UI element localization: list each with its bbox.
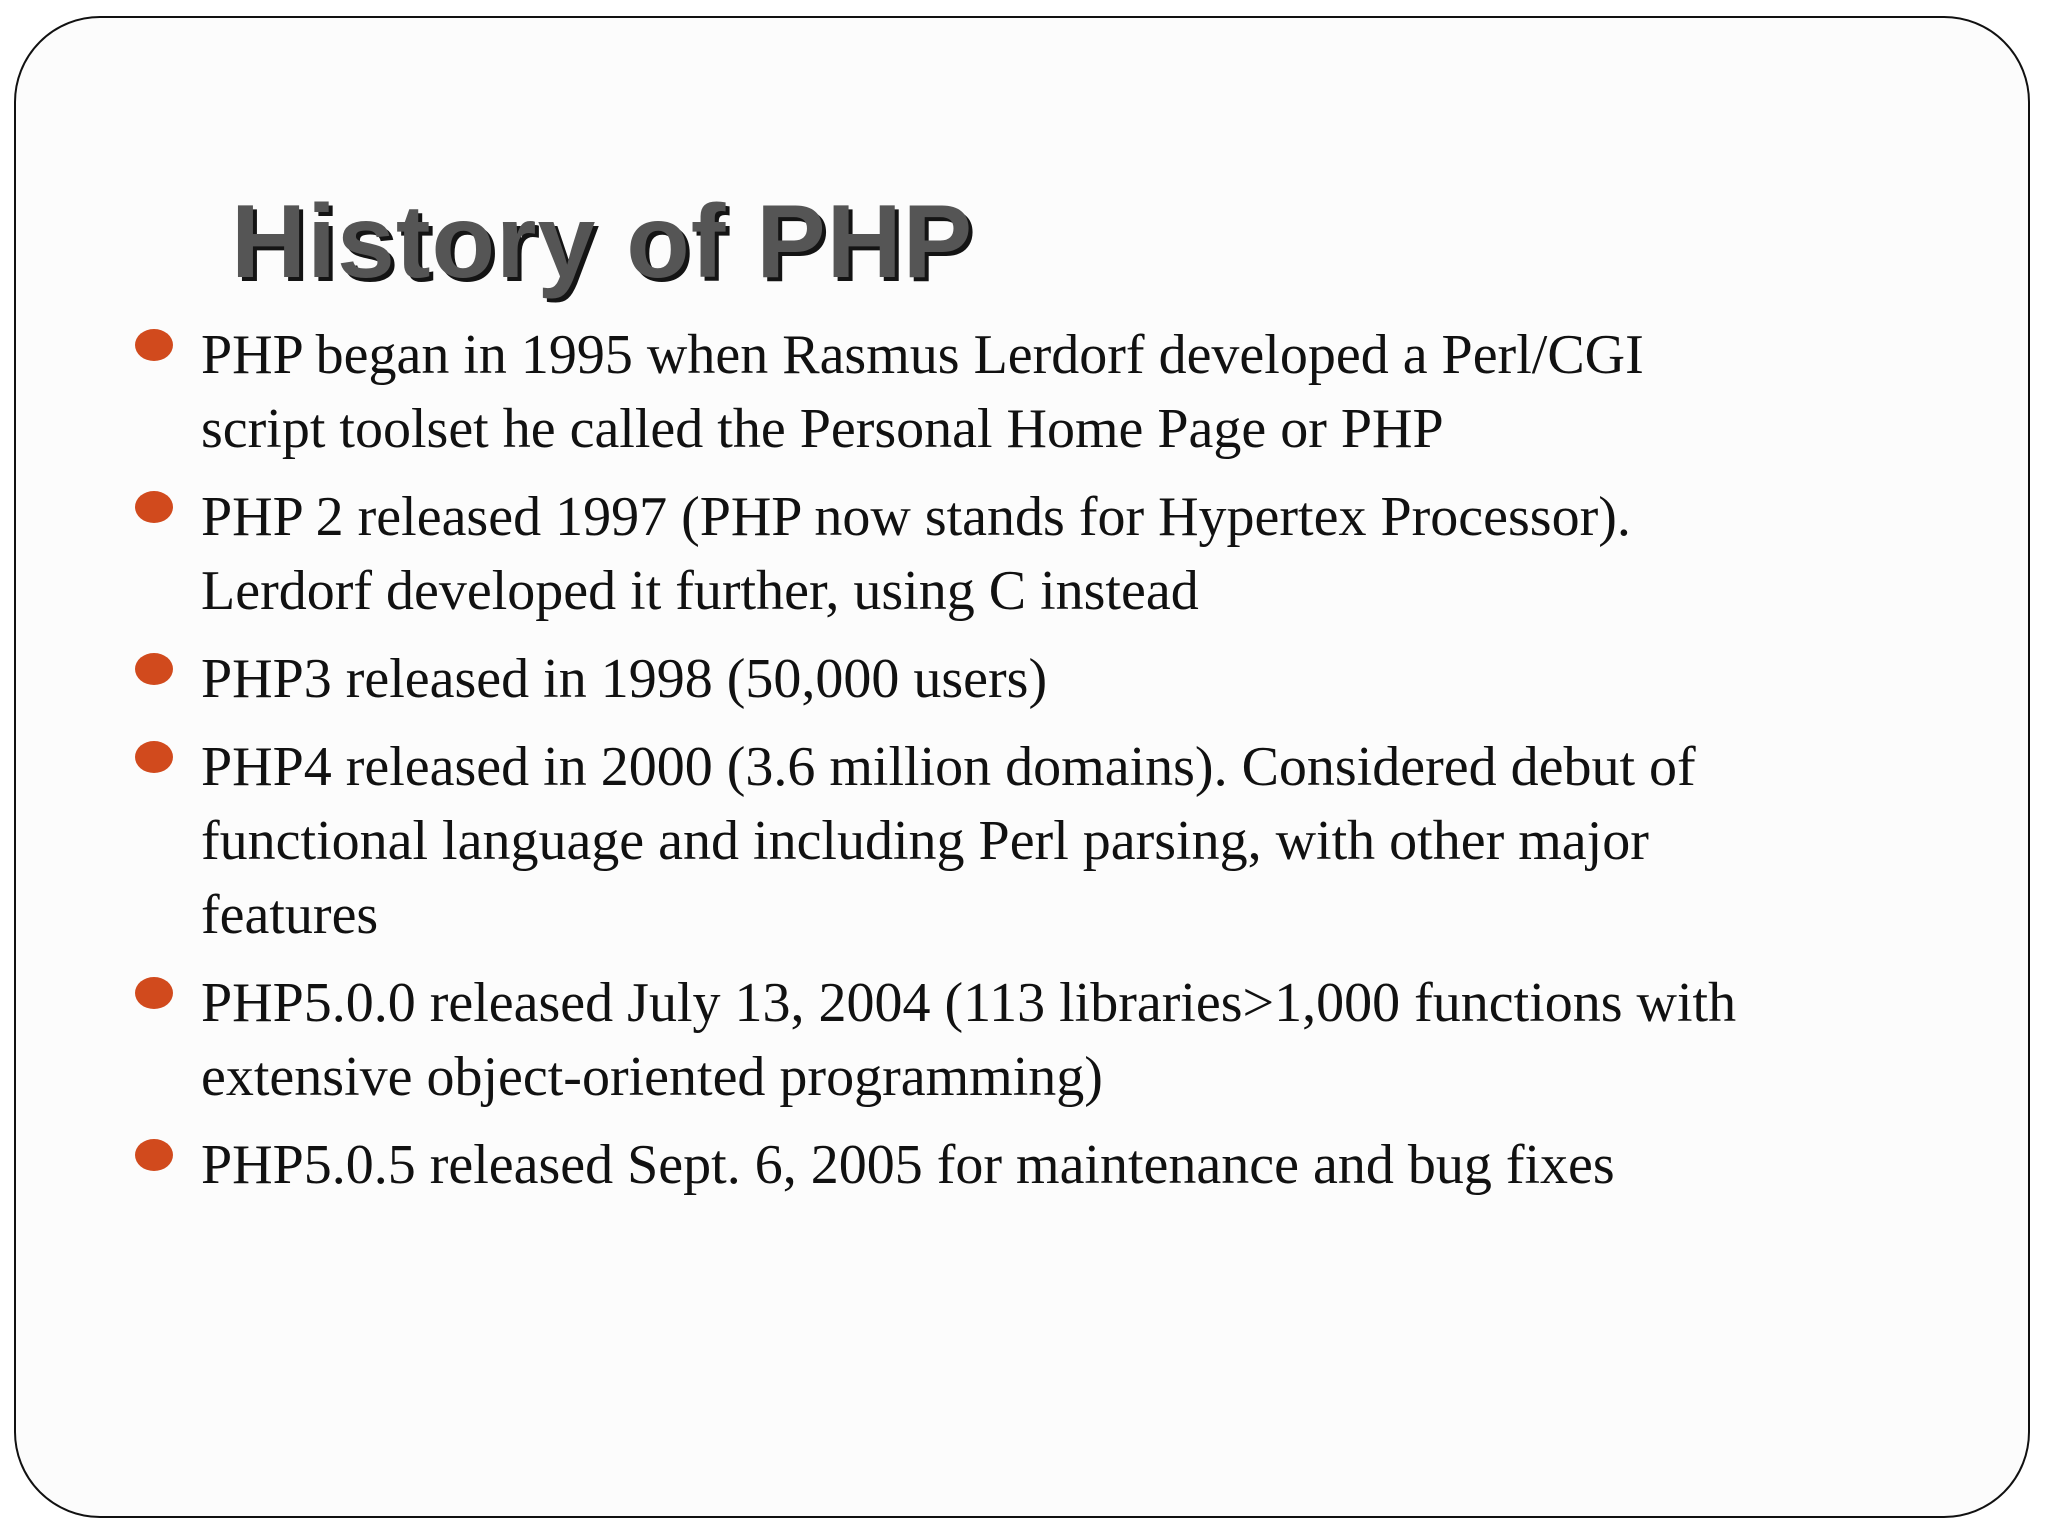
bullet-dot-icon bbox=[135, 491, 173, 523]
bullet-dot-icon bbox=[135, 977, 173, 1009]
bullet-list bbox=[135, 318, 1995, 1216]
list-item bbox=[135, 966, 1995, 1114]
bullet-dot-icon bbox=[135, 1139, 173, 1171]
bullet-text: PHP5.0.0 released July 13, 2004 (113 libraries>1,000 functions with extensive object-oriented programming) bbox=[201, 972, 1737, 1108]
bullet-text: PHP5.0.5 released Sept. 6, 2005 for maintenance and bug fixes bbox=[201, 1134, 1615, 1196]
list-item bbox=[135, 480, 1995, 628]
slide bbox=[14, 16, 2030, 1518]
list-item bbox=[135, 642, 1995, 716]
bullet-dot-icon bbox=[135, 653, 173, 685]
bullet-text: PHP3 released in 1998 (50,000 users) bbox=[201, 648, 1048, 710]
bullet-dot-icon bbox=[135, 741, 173, 773]
list-item bbox=[135, 318, 1995, 466]
bullet-text: PHP 2 released 1997 (PHP now stands for Hypertex Processor). Lerdorf developed it further, using C instead bbox=[201, 486, 1631, 622]
list-item bbox=[135, 730, 1995, 952]
bullet-text: PHP began in 1995 when Rasmus Lerdorf developed a Perl/CGI script toolset he called the Personal Home Page or PHP bbox=[201, 324, 1644, 460]
slide-title: History of PHP bbox=[231, 184, 974, 300]
bullet-dot-icon bbox=[135, 329, 173, 361]
bullet-text: PHP4 released in 2000 (3.6 million domains). Considered debut of functional language and including Perl parsing, with other major features bbox=[201, 736, 1696, 946]
list-item bbox=[135, 1128, 1995, 1202]
